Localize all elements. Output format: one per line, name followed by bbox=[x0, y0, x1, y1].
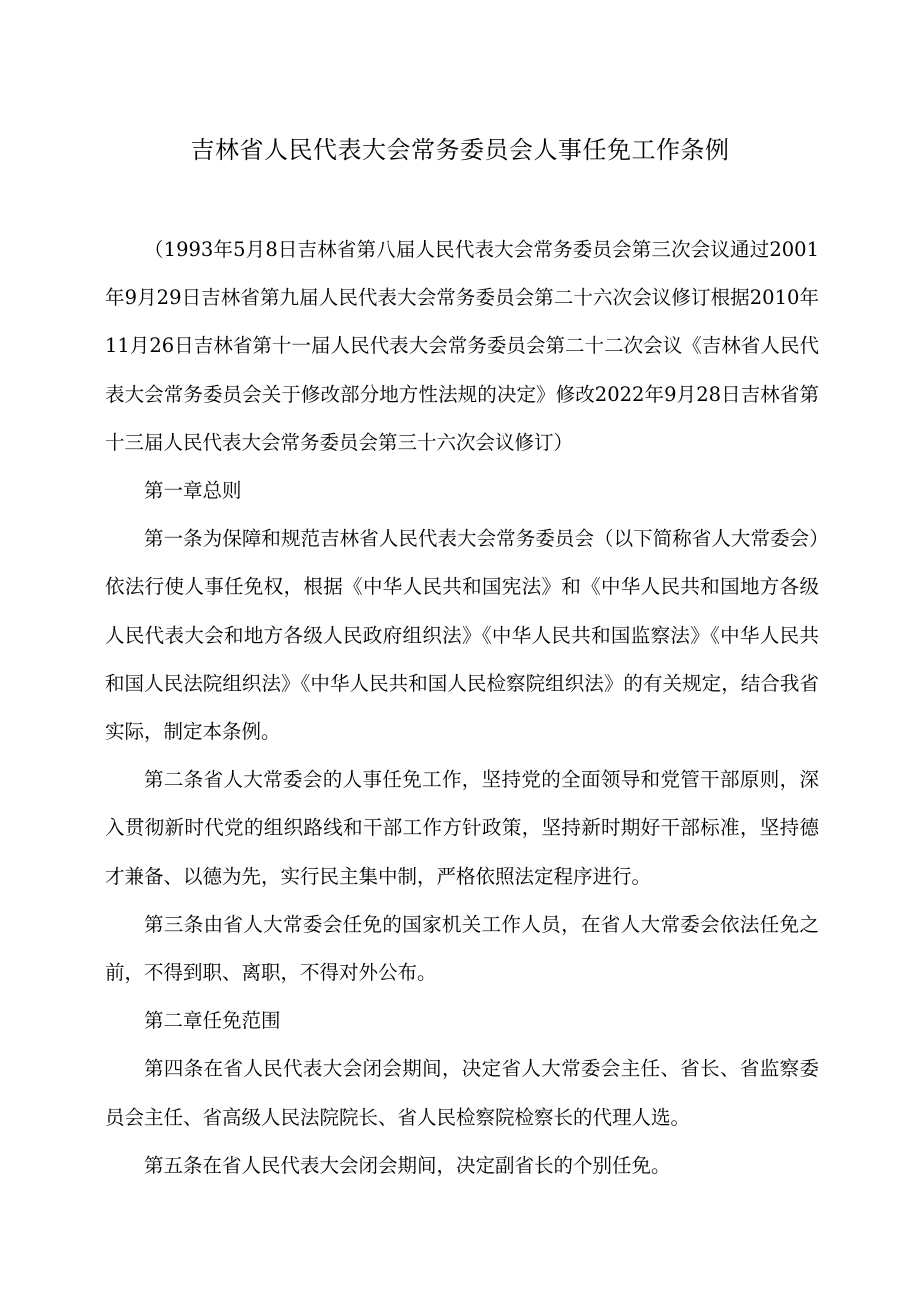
article-paragraph: 第二条省人大常委会的人事任免工作，坚持党的全面领导和党管干部原则，深入贯彻新时代党的组织路线和干部工作方针政策，坚持新时期好干部标准，坚持德才兼备、以德为先，实行民主集中制，严格依照法定程序进行。 bbox=[105, 768, 819, 888]
article-paragraph: 第四条在省人民代表大会闭会期间，决定省人大常委会主任、省长、省监察委员会主任、省高级人民法院院长、省人民检察院检察长的代理人选。 bbox=[105, 1057, 819, 1129]
article-paragraph: 第五条在省人民代表大会闭会期间，决定副省长的个别任免。 bbox=[144, 1153, 671, 1177]
article-paragraph: 第一条为保障和规范吉林省人民代表大会常务委员会（以下简称省人大常委会）依法行使人事任免权，根据《中华人民共和国宪法》和《中华人民共和国地方各级人民代表大会和地方各级人民政府组织法》《中华人民共和国监察法》《中华人民共和国人民法院组织法》《中华人民共和国人民检察院组织法》的有关规定，结合我省实际，制定本条例。 bbox=[105, 527, 819, 744]
document-body bbox=[105, 226, 819, 1190]
article-paragraph: 第三条由省人大常委会任免的国家机关工作人员，在省人大常委会依法任免之前，不得到职、离职，不得对外公布。 bbox=[105, 912, 819, 985]
chapter-heading: 第二章任免范围 bbox=[144, 1009, 281, 1033]
document-title: 吉林省人民代表大会常务委员会人事任免工作条例 bbox=[190, 136, 730, 164]
chapter-heading: 第一章总则 bbox=[144, 479, 242, 503]
preamble-paragraph: （1993年5月8日吉林省第八届人民代表大会常务委员会第三次会议通过2001年9月29日吉林省第九届人民代表大会常务委员会第二十六次会议修订根据2010年11月26日吉林省第十一届人民代表大会常务委员会第二十二次会议《吉林省人民代表大会常务委员会关于修改部分地方性法规的决定》修改2022年9月28日吉林省第十三届人民代表大会常务委员会第三十六次会议修订） bbox=[105, 238, 819, 454]
